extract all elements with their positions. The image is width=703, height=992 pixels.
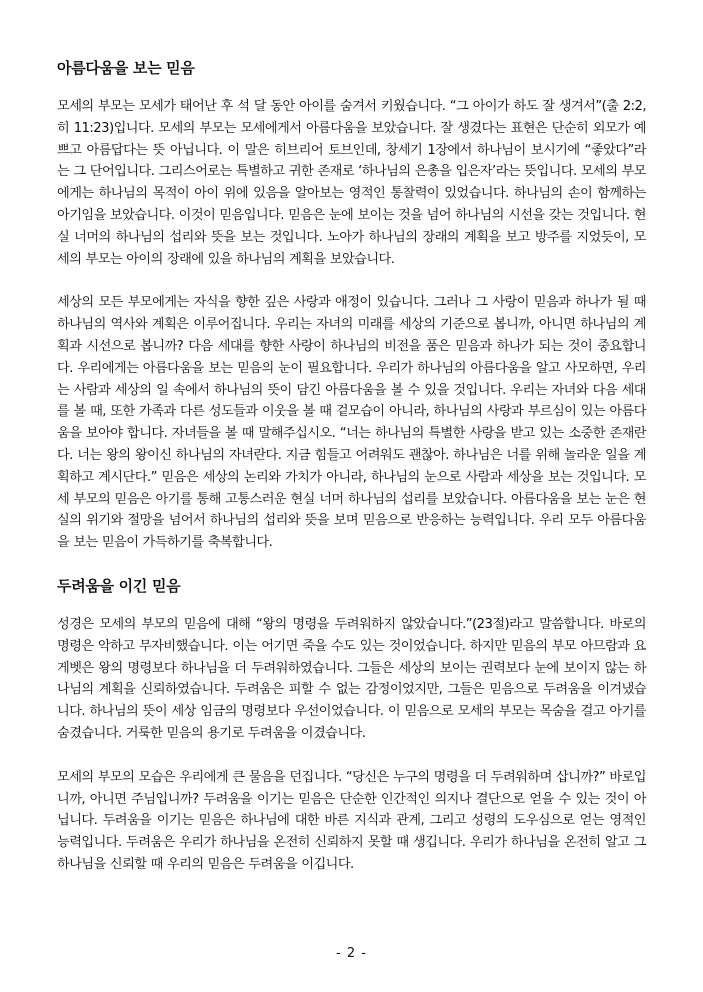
section-heading-fear: 두려움을 이긴 믿음	[57, 576, 181, 595]
paragraph-beauty-1: 모세의 부모는 모세가 태어난 후 석 달 동안 아이를 숨겨서 키웠습니다. “그 아이가 하도 잘 생겨서”(출 2:2, 히 11:23)입니다. 모세의 부모는 모세에게서 아름다움을 보았습니다. 잘 생겼다는 표현은 단순히 외모가 예쁘고 아름답다는 뜻 아닙니다. 이 말은 히브리어 토브인데, 창세기 1장에서 하나님이 보시기에 “좋았다”라는 그 단어입니다. 그리스어로는 특별하고 귀한 존재로 ‘하나님의 은총을 입은자’라는 뜻입니다. 모세의 부모에게는 하나님의 목적이 아이 위에 있음을 알아보는 영적인 통찰력이 있었습니다. 하나님의 손이 함께하는 아기임을 보았습니다. 이것이 믿음입니다. 믿음은 눈에 보이는 것을 넘어 하나님의 시선을 갖는 것입니다. 현실 너머의 하나님의 섭리와 뜻을 보는 것입니다. 노아가 하나님의 장래의 계획을 보고 방주를 지었듯이, 모세의 부모는 아이의 장래에 있을 하나님의 계획을 보았습니다.	[57, 99, 646, 267]
paragraph-fear-1: 성경은 모세의 부모의 믿음에 대해 “왕의 명령을 두려워하지 않았습니다.”(23절)라고 말씀합니다. 바로의 명령은 악하고 무자비했습니다. 이는 어기면 죽을 수도 있는 것이었습니다. 하지만 믿음의 부모 아므람과 요게벳은 왕의 명령보다 하나님을 더 두려워하였습니다. 그들은 세상의 보이는 권력보다 눈에 보이지 않는 하나님의 계획을 신뢰하였습니다. 두려움은 피할 수 없는 감정이었지만, 그들은 믿음으로 두려움을 이겨냈습니다. 하나님의 뜻이 세상 임금의 명령보다 우선이었습니다. 이 믿음으로 모세의 부모는 목숨을 걸고 아기를 숨겼습니다. 거룩한 믿음의 용기로 두려움을 이겼습니다.	[57, 616, 646, 741]
section-heading-beauty: 아름다움을 보는 믿음	[57, 59, 195, 77]
document-page	[57, 58, 646, 898]
paragraph-beauty-2: 세상의 모든 부모에게는 자식을 향한 깊은 사랑과 애정이 있습니다. 그러나 그 사랑이 믿음과 하나가 될 때 하나님의 역사와 계획은 이루어집니다. 우리는 자녀의 미래를 세상의 기준으로 봅니까, 아니면 하나님의 계획과 시선으로 봅니까? 다음 세대를 향한 사랑이 하나님의 비전을 품은 믿음과 하나가 되는 것이 중요합니다. 우리에게는 아름다움을 보는 믿음의 눈이 필요합니다. 우리가 하나님의 아름다움을 알고 사모하면, 우리는 사람과 세상의 일 속에서 하나님의 뜻이 담긴 아름다움을 볼 수 있을 것입니다. 우리는 자녀와 다음 세대를 볼 때, 또한 가족과 다른 성도들과 이웃을 볼 때 겉모습이 아니라, 하나님의 사랑과 부르심이 있는 아름다움을 보아야 합니다. 자녀들을 볼 때 말해주십시오. “너는 하나님의 특별한 사랑을 받고 있는 소중한 존재란다. 너는 왕의 왕이신 하나님의 자녀란다. 지금 힘들고 어려워도 괜찮아. 하나님은 너를 위해 놀라운 일을 계획하고 계시단다.” 믿음은 세상의 논리와 가치가 아니라, 하나님의 눈으로 사람과 세상을 보는 것입니다. 모세 부모의 믿음은 아기를 통해 고통스러운 현실 너머 하나님의 섭리를 보았습니다. 아름다움을 보는 눈은 현실의 위기와 절망을 넘어서 하나님의 섭리와 뜻을 보며 믿음으로 반응하는 능력입니다. 우리 모두 아름다움을 보는 믿음이 가득하기를 축복합니다.	[57, 295, 646, 551]
page-number: - 2 -	[336, 946, 367, 961]
paragraph-fear-2: 모세의 부모의 모습은 우리에게 큰 물음을 던집니다. “당신은 누구의 명령을 더 두려워하며 삽니까?” 바로입니까, 아니면 주님입니까? 두려움을 이기는 믿음은 단순한 인간적인 의지나 결단으로 얻을 수 있는 것이 아닙니다. 두려움을 이기는 믿음은 하나님에 대한 바른 지식과 관계, 그리고 성령의 도우심으로 얻는 영적인 능력입니다. 두려움은 우리가 하나님을 온전히 신뢰하지 못할 때 생깁니다. 우리가 하나님을 온전히 알고 그 하나님을 신뢰할 때 우리의 믿음은 두려움을 이깁니다.	[57, 769, 646, 872]
